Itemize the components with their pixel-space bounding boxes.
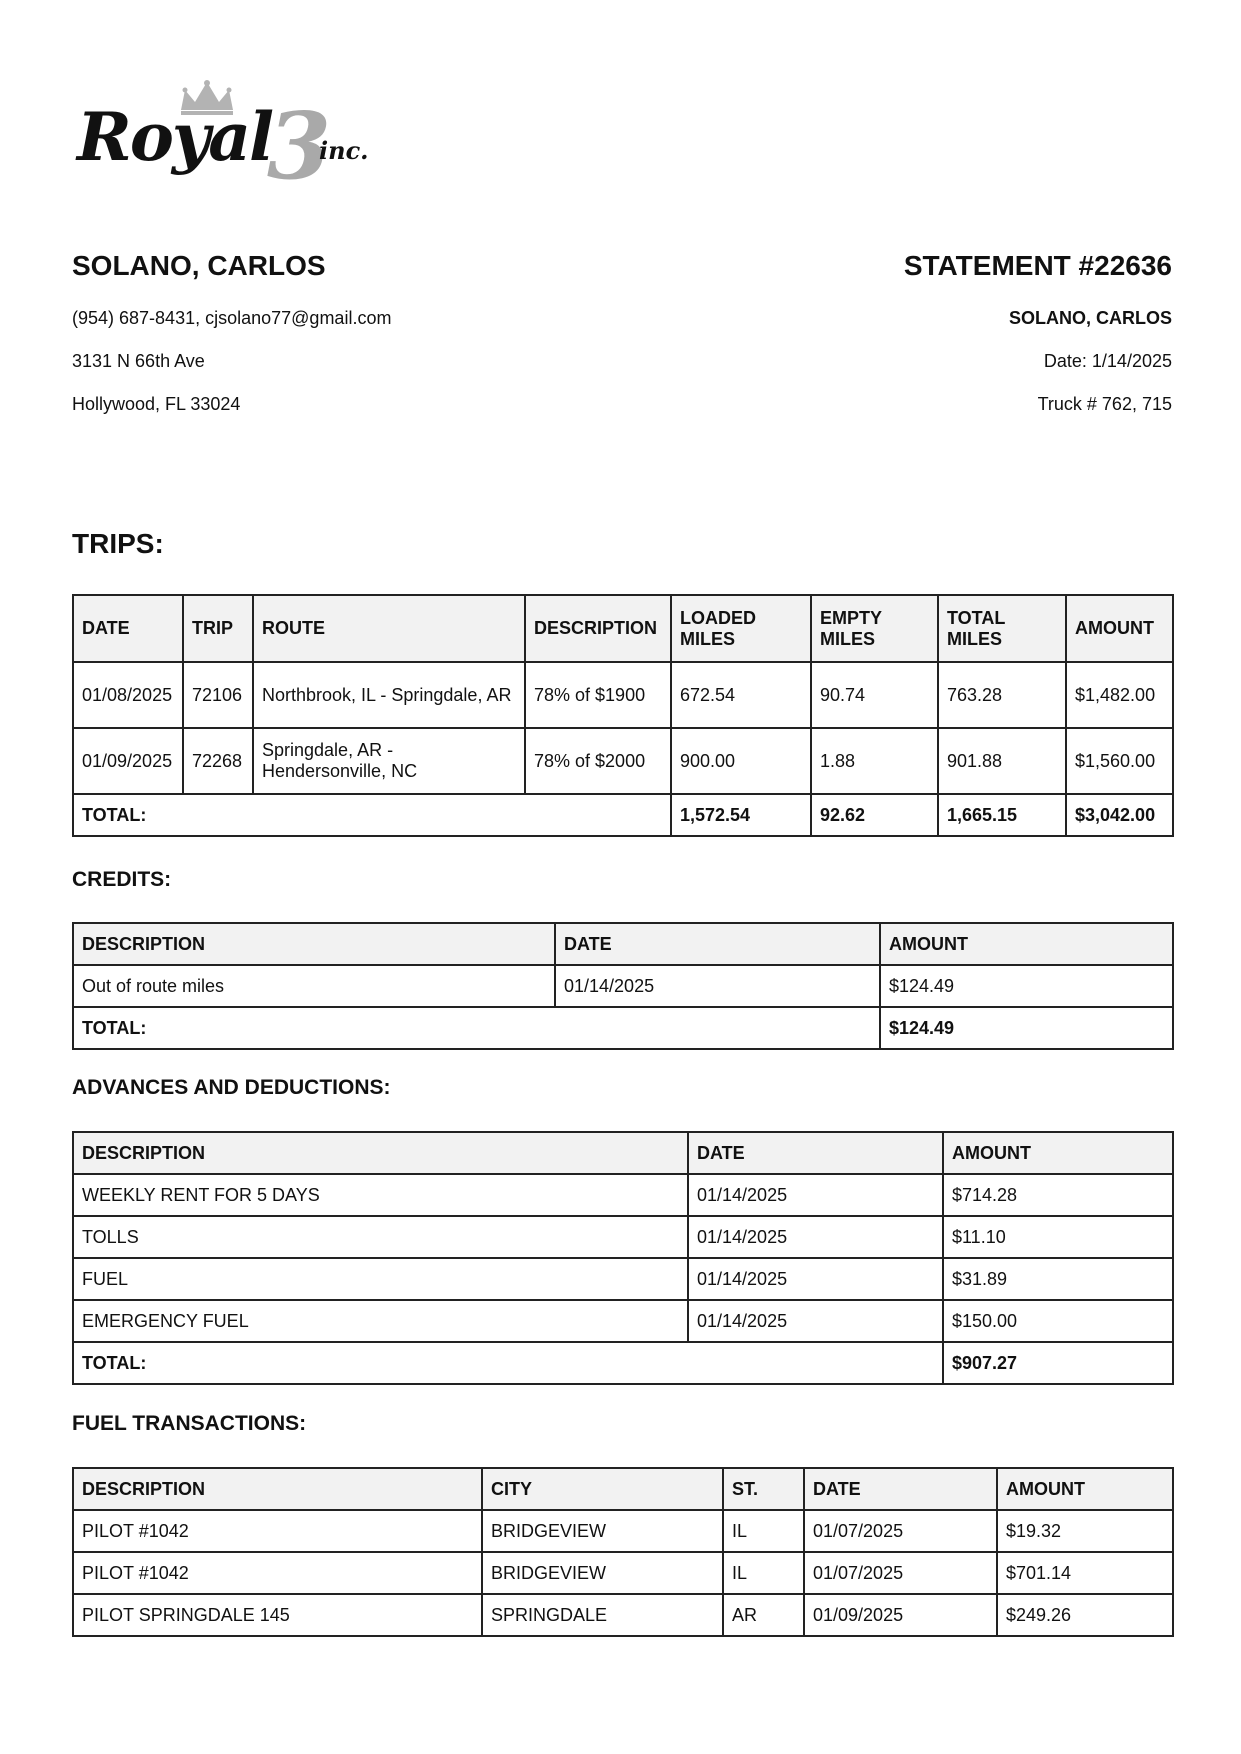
fuel-city: BRIDGEVIEW bbox=[482, 1510, 723, 1552]
trip-loaded-miles: 672.54 bbox=[671, 662, 811, 728]
deduction-amount: $11.10 bbox=[943, 1216, 1173, 1258]
trips-title: TRIPS: bbox=[72, 528, 164, 559]
credit-description: Out of route miles bbox=[73, 965, 555, 1007]
deduction-date: 01/14/2025 bbox=[688, 1216, 943, 1258]
fuel-date: 01/07/2025 bbox=[804, 1510, 997, 1552]
statement-title: STATEMENT #22636 bbox=[903, 250, 1172, 281]
trip-date: 01/09/2025 bbox=[73, 728, 183, 794]
table-row bbox=[73, 728, 1173, 794]
column-header: AMOUNT bbox=[880, 923, 1173, 965]
column-header: DESCRIPTION bbox=[73, 1132, 688, 1174]
fuel-state: AR bbox=[723, 1594, 804, 1636]
column-header: DATE bbox=[688, 1132, 943, 1174]
trips-table bbox=[72, 594, 1174, 837]
driver-name: SOLANO, CARLOS bbox=[72, 250, 326, 281]
trips-total-row bbox=[73, 794, 1173, 836]
column-header: DESCRIPTION bbox=[525, 595, 671, 662]
table-row bbox=[73, 1510, 1173, 1552]
trip-number: 72268 bbox=[183, 728, 253, 794]
fuel-amount: $19.32 bbox=[997, 1510, 1173, 1552]
statement-driver-name: SOLANO, CARLOS bbox=[1008, 308, 1172, 328]
total-label: TOTAL: bbox=[73, 794, 671, 836]
deduction-description: TOLLS bbox=[73, 1216, 688, 1258]
trip-loaded-miles: 900.00 bbox=[671, 728, 811, 794]
fuel-amount: $249.26 bbox=[997, 1594, 1173, 1636]
trip-route: Northbrook, IL - Springdale, AR bbox=[253, 662, 525, 728]
deduction-amount: $31.89 bbox=[943, 1258, 1173, 1300]
trip-amount: $1,482.00 bbox=[1066, 662, 1173, 728]
fuel-description: PILOT #1042 bbox=[73, 1552, 482, 1594]
column-header: AMOUNT bbox=[1066, 595, 1173, 662]
fuel-description: PILOT SPRINGDALE 145 bbox=[73, 1594, 482, 1636]
logo-digit: 3 bbox=[267, 92, 332, 200]
deduction-description: WEEKLY RENT FOR 5 DAYS bbox=[73, 1174, 688, 1216]
column-header: DATE bbox=[804, 1468, 997, 1510]
trips-header-row bbox=[73, 595, 1173, 662]
deductions-title: ADVANCES AND DEDUCTIONS: bbox=[72, 1076, 391, 1099]
deduction-amount: $714.28 bbox=[943, 1174, 1173, 1216]
total-label: TOTAL: bbox=[73, 1342, 943, 1384]
total-amount: $3,042.00 bbox=[1066, 794, 1173, 836]
trip-total-miles: 901.88 bbox=[938, 728, 1066, 794]
fuel-header-row bbox=[73, 1468, 1173, 1510]
credits-title: CREDITS: bbox=[72, 868, 172, 891]
total-amount: $907.27 bbox=[943, 1342, 1173, 1384]
total-miles: 1,665.15 bbox=[938, 794, 1066, 836]
credits-header-row bbox=[73, 923, 1173, 965]
company-logo bbox=[77, 80, 387, 200]
column-header: LOADED MILES bbox=[671, 595, 811, 662]
table-row bbox=[73, 662, 1173, 728]
column-header: ROUTE bbox=[253, 595, 525, 662]
fuel-title: FUEL TRANSACTIONS: bbox=[72, 1412, 307, 1435]
logo-wordmark: Royal bbox=[77, 98, 273, 176]
table-row bbox=[73, 1216, 1173, 1258]
fuel-table bbox=[72, 1467, 1174, 1637]
table-row bbox=[73, 965, 1173, 1007]
table-row bbox=[73, 1300, 1173, 1342]
column-header: ST. bbox=[723, 1468, 804, 1510]
table-row bbox=[73, 1174, 1173, 1216]
fuel-city: SPRINGDALE bbox=[482, 1594, 723, 1636]
table-row bbox=[73, 1594, 1173, 1636]
fuel-date: 01/07/2025 bbox=[804, 1552, 997, 1594]
deductions-table bbox=[72, 1131, 1174, 1385]
deductions-total-row bbox=[73, 1342, 1173, 1384]
trip-empty-miles: 90.74 bbox=[811, 662, 938, 728]
driver-address-line1: 3131 N 66th Ave bbox=[72, 351, 205, 371]
table-row bbox=[73, 1552, 1173, 1594]
deduction-date: 01/14/2025 bbox=[688, 1174, 943, 1216]
column-header: EMPTY MILES bbox=[811, 595, 938, 662]
trip-total-miles: 763.28 bbox=[938, 662, 1066, 728]
column-header: DESCRIPTION bbox=[73, 923, 555, 965]
column-header: DATE bbox=[555, 923, 880, 965]
column-header: AMOUNT bbox=[997, 1468, 1173, 1510]
deduction-date: 01/14/2025 bbox=[688, 1300, 943, 1342]
statement-date: Date: 1/14/2025 bbox=[1043, 351, 1172, 371]
fuel-description: PILOT #1042 bbox=[73, 1510, 482, 1552]
statement-page bbox=[72, 0, 1172, 1754]
deduction-date: 01/14/2025 bbox=[688, 1258, 943, 1300]
total-amount: $124.49 bbox=[880, 1007, 1173, 1049]
total-loaded-miles: 1,572.54 bbox=[671, 794, 811, 836]
trip-date: 01/08/2025 bbox=[73, 662, 183, 728]
trip-description: 78% of $2000 bbox=[525, 728, 671, 794]
column-header: CITY bbox=[482, 1468, 723, 1510]
total-label: TOTAL: bbox=[73, 1007, 880, 1049]
fuel-date: 01/09/2025 bbox=[804, 1594, 997, 1636]
credits-total-row bbox=[73, 1007, 1173, 1049]
column-header: DATE bbox=[73, 595, 183, 662]
trip-description: 78% of $1900 bbox=[525, 662, 671, 728]
fuel-state: IL bbox=[723, 1510, 804, 1552]
credit-amount: $124.49 bbox=[880, 965, 1173, 1007]
driver-address-line2: Hollywood, FL 33024 bbox=[72, 394, 241, 414]
trip-route: Springdale, AR - Hendersonville, NC bbox=[253, 728, 525, 794]
deductions-header-row bbox=[73, 1132, 1173, 1174]
column-header: AMOUNT bbox=[943, 1132, 1173, 1174]
trip-empty-miles: 1.88 bbox=[811, 728, 938, 794]
statement-truck: Truck # 762, 715 bbox=[1037, 394, 1172, 414]
column-header: TOTAL MILES bbox=[938, 595, 1066, 662]
column-header: DESCRIPTION bbox=[73, 1468, 482, 1510]
fuel-state: IL bbox=[723, 1552, 804, 1594]
table-row bbox=[73, 1258, 1173, 1300]
deduction-amount: $150.00 bbox=[943, 1300, 1173, 1342]
fuel-city: BRIDGEVIEW bbox=[482, 1552, 723, 1594]
deduction-description: FUEL bbox=[73, 1258, 688, 1300]
total-empty-miles: 92.62 bbox=[811, 794, 938, 836]
fuel-amount: $701.14 bbox=[997, 1552, 1173, 1594]
logo-suffix: inc. bbox=[319, 136, 369, 165]
trip-number: 72106 bbox=[183, 662, 253, 728]
credit-date: 01/14/2025 bbox=[555, 965, 880, 1007]
column-header: TRIP bbox=[183, 595, 253, 662]
deduction-description: EMERGENCY FUEL bbox=[73, 1300, 688, 1342]
credits-table bbox=[72, 922, 1174, 1050]
trip-amount: $1,560.00 bbox=[1066, 728, 1173, 794]
driver-contact: (954) 687-8431, cjsolano77@gmail.com bbox=[72, 308, 392, 328]
